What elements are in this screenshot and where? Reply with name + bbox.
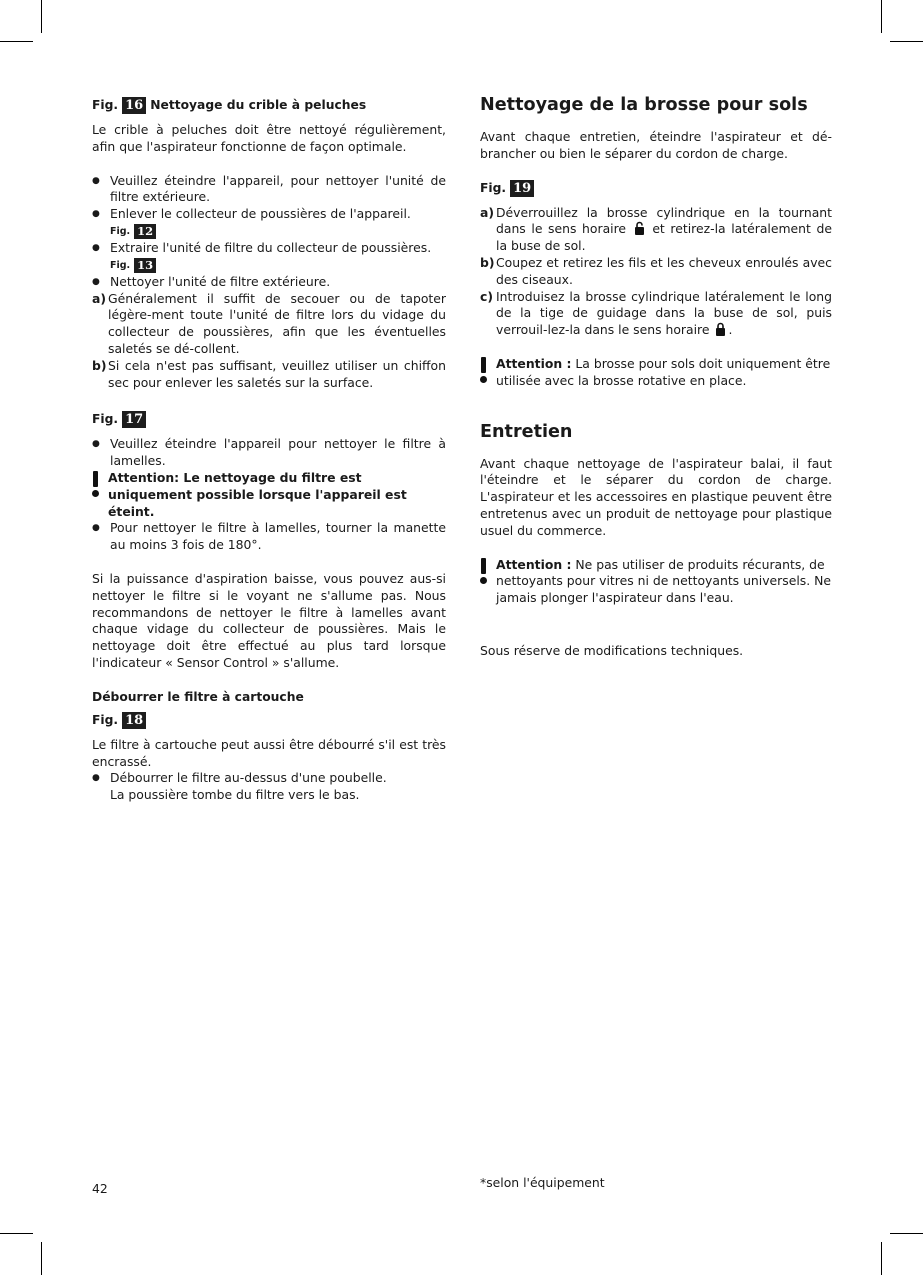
list-item: c) Introduisez la brosse cylindrique latéralement le long de la tige de guidage dans la buse de sol, puis verrouil-lez-la dans le sens horaire .	[480, 288, 832, 338]
section-heading: Nettoyage de la brosse pour sols	[480, 95, 808, 115]
list-item: ● Veuillez éteindre l'appareil, pour nettoyer l'unité de filtre extérieure.	[92, 173, 446, 207]
list-item: a) Déverrouillez la brosse cylindrique en la tournant dans le sens horaire et retirez-la latéralement de la buse de sol.	[480, 204, 832, 254]
figure-number-box: 12	[134, 224, 156, 239]
figure-number-box: 16	[122, 97, 146, 114]
list-item: ● Extraire l'unité de filtre du collecteur de poussières. Fig. 13	[92, 240, 446, 274]
subsection-title: Débourrer le filtre à cartouche	[92, 689, 304, 704]
crop-mark	[881, 1242, 882, 1275]
crop-mark	[41, 0, 42, 33]
figure-number-box: 13	[134, 258, 156, 273]
fig-reference: Fig. 17	[92, 411, 446, 428]
paragraph: Avant chaque entretien, éteindre l'aspirateur et dé-brancher ou bien le séparer du cordon de charge.	[480, 129, 832, 161]
page-number: 42	[92, 1181, 108, 1196]
list-item: b) Si cela n'est pas suffisant, veuillez utiliser un chiffon sec pour enlever les saletés sur la surface.	[92, 357, 446, 390]
list-item: b) Coupez et retirez les fils et les cheveux enroulés avec des ciseaux.	[480, 254, 832, 287]
section-title: Nettoyage du crible à peluches	[150, 98, 367, 112]
warning-notice: Attention: Le nettoyage du filtre est uniquement possible lorsque l'appareil est éteint.	[92, 470, 446, 520]
fig-label: Fig.	[92, 98, 119, 112]
crop-mark	[0, 1233, 33, 1234]
warning-notice: Attention : Ne pas utiliser de produits récurants, de nettoyants pour vitres ni de nettoyants universels. Ne jamais plonger l'aspirateur dans l'eau.	[480, 557, 832, 607]
crop-mark	[890, 41, 923, 42]
bullet-list	[92, 173, 446, 291]
fig-reference: Fig. 18	[92, 712, 446, 729]
right-column	[480, 93, 832, 660]
section-heading: Entretien	[480, 421, 573, 442]
crop-mark	[890, 1233, 923, 1234]
crop-mark	[41, 1242, 42, 1275]
list-item: ● Nettoyer l'unité de filtre extérieure.	[92, 274, 446, 291]
warning-notice: Attention : La brosse pour sols doit uniquement être utilisée avec la brosse rotative en place.	[480, 356, 832, 390]
bullet-list	[92, 770, 446, 804]
bullet-list	[92, 436, 446, 470]
list-item: a) Généralement il suffit de secouer ou de tapoter légère-ment toute l'unité de filtre lors du vidage du collecteur de poussières, afin que les éventuelles saletés se dé-collent.	[92, 290, 446, 356]
unlock-icon	[634, 221, 645, 235]
footnote: *selon l'équipement	[480, 1175, 605, 1190]
section-heading-lint-filter	[92, 97, 446, 114]
step-list	[480, 205, 832, 339]
exclamation-icon	[480, 558, 488, 584]
crop-mark	[0, 41, 33, 42]
left-column	[92, 97, 446, 804]
figure-number-box: 19	[510, 180, 534, 197]
list-item: ● Veuillez éteindre l'appareil pour nettoyer le filtre à lamelles.	[92, 436, 446, 470]
paragraph: Sous réserve de modifications techniques.	[480, 642, 744, 658]
list-item: ● Pour nettoyer le filtre à lamelles, tourner la manette au moins 3 fois de 180°.	[92, 520, 446, 554]
paragraph: Si la puissance d'aspiration baisse, vous pouvez aus-si nettoyer le filtre si le voyant ne s'allume pas. Nous recommandons de nettoyer le filtre à lamelles avant chaque vidage du collecteur de poussières. Mais le nettoyage doit être effectué au plus tard lorsque l'indicateur « Sensor Control » s'allume.	[92, 570, 446, 670]
figure-number-box: 18	[122, 712, 146, 729]
crop-mark	[881, 0, 882, 33]
paragraph: Le filtre à cartouche peut aussi être débourré s'il est très encrassé.	[92, 736, 446, 769]
list-item: ● Enlever le collecteur de poussières de l'appareil. Fig. 12	[92, 206, 446, 240]
paragraph: Le crible à peluches doit être nettoyé régulièrement, afin que l'aspirateur fonctionne de façon optimale.	[92, 122, 446, 154]
lock-icon	[715, 322, 726, 336]
fig-reference: Fig. 13	[110, 257, 446, 274]
exclamation-icon	[480, 357, 488, 383]
paragraph: Avant chaque nettoyage de l'aspirateur balai, il faut l'éteindre et le séparer du cordon de charge. L'aspirateur et les accessoires en plastique peuvent être entretenus avec un produit de nettoyage pour plastique usuel du commerce.	[480, 455, 832, 538]
list-item: ● Débourrer le filtre au-dessus d'une poubelle. La poussière tombe du filtre vers le bas.	[92, 770, 446, 804]
fig-reference: Fig. 12	[110, 223, 446, 240]
fig-reference: Fig. 19	[480, 180, 832, 197]
bullet-list	[92, 520, 446, 554]
figure-number-box: 17	[122, 411, 146, 428]
exclamation-icon	[92, 471, 100, 497]
step-list	[92, 291, 446, 392]
